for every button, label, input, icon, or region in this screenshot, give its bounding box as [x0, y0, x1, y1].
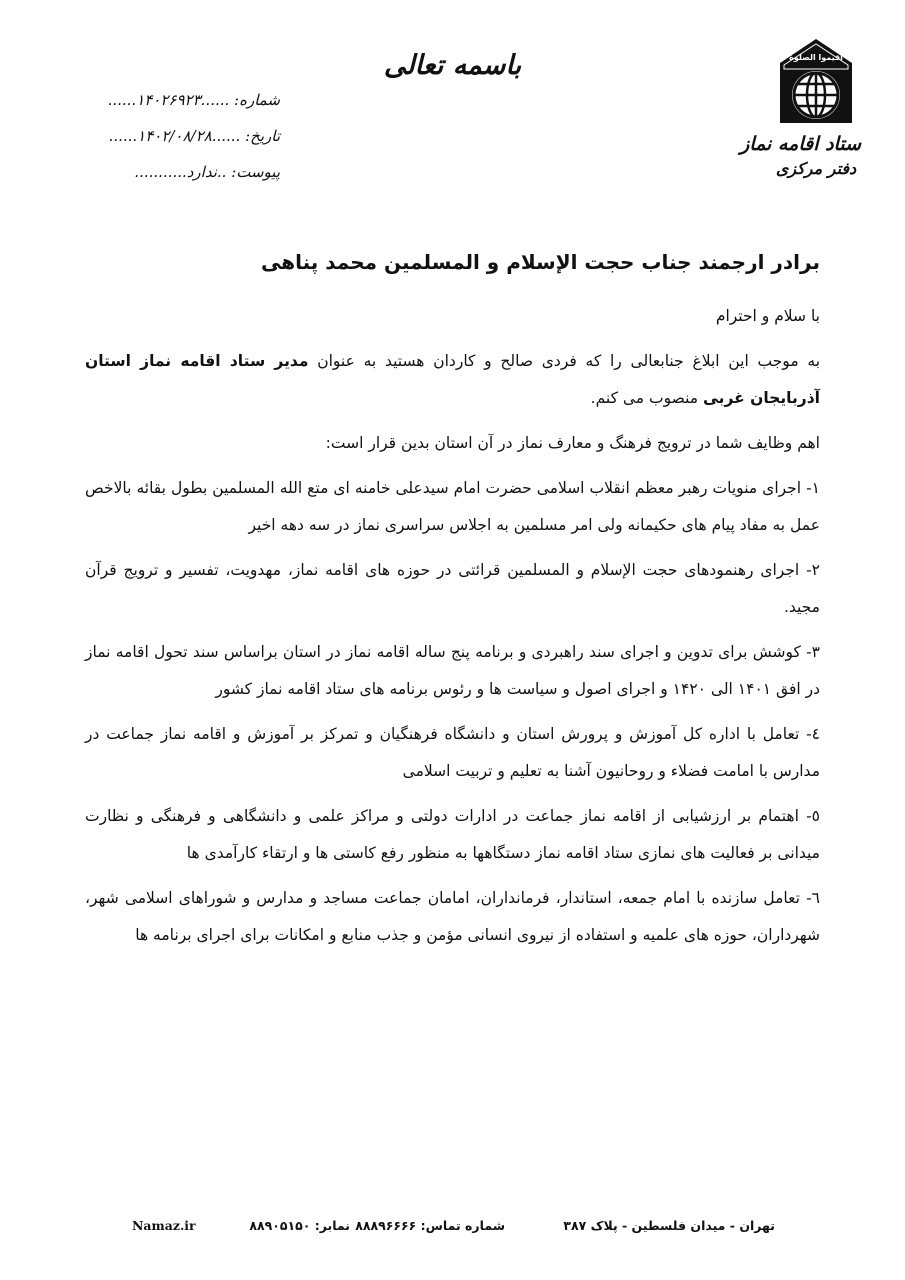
appointment-paragraph	[85, 343, 820, 417]
globe-logo-icon	[774, 35, 858, 127]
appointment-closing: منصوب می کنم.	[590, 389, 699, 407]
duty-item-4: ٤- تعامل با اداره کل آموزش و پرورش استان و دانشگاه فرهنگیان و تمرکز بر آموزش و اقامه نماز جماعت در مدارس با امامت فضلاء و روحانیون آشنا به تعلیم و تربیت اسلامی	[85, 725, 820, 780]
organization-logo-block	[740, 35, 861, 178]
duty-item-6: ٦- تعامل سازنده با امام جمعه، استاندار، فرمانداران، امامان جماعت مساجد و مدارس و شوراهای اسلامی شهر، شهرداران، حوزه های علمیه و استفاده از نیروی انسانی مؤمن و جذب منابع و امکانات برای اجرای برنامه ها	[85, 889, 820, 944]
appointment-text: به موجب این ابلاغ جنابعالی را که فردی صالح و کاردان هستید به عنوان	[317, 352, 821, 370]
footer-address: تهران - میدان فلسطین - پلاک ۳۸۷	[563, 1218, 775, 1233]
duty-item-2: ۲- اجرای رهنمودهای حجت الإسلام و المسلمین قرائتی در حوزه های اقامه نماز، مهدویت، تفسیر و ترویج قرآن مجید.	[85, 561, 820, 616]
letter-body	[85, 250, 820, 962]
footer-fax: نمابر: ۸۸۹۰۵۱۵۰	[249, 1218, 350, 1233]
footer-phone: شماره تماس: ۸۸۸۹۶۶۶۶	[355, 1218, 505, 1233]
duties-intro: اهم وظایف شما در ترویج فرهنگ و معارف نماز در آن استان بدین قرار است:	[325, 434, 820, 452]
letter-attachment: پیوست: ..ندارد...........	[134, 163, 280, 181]
logo-banner-text: اقیموا الصلوة	[789, 53, 843, 62]
letter-number: شماره: ......۱۴۰۲۶۹۲۳......	[107, 91, 280, 109]
footer-website: Namaz.ir	[132, 1218, 196, 1233]
appointment-title: مدیر ستاد اقامه نماز استان آذربایجان غربی	[85, 352, 820, 407]
bismillah-heading: باسمه تعالی	[383, 50, 522, 81]
greeting: با سلام و احترام	[715, 307, 820, 325]
duty-item-1: ۱- اجرای منویات رهبر معظم انقلاب اسلامی حضرت امام سیدعلی خامنه ای متع الله المسلمین بطول بقائه بالاخص عمل به مفاد پیام های حکیمانه ولی امر مسلمین به اجلاس سراسری نماز در سه دهه اخیر	[85, 479, 820, 534]
organization-office: دفتر مرکزی	[775, 159, 857, 178]
letter-meta	[40, 82, 280, 190]
letter-date: تاریخ: ......۱۴۰۲/۰۸/۲۸......	[108, 127, 280, 145]
letter-addressee: برادر ارجمند جناب حجت الإسلام و المسلمین محمد پناهی	[261, 250, 820, 274]
duty-item-3: ۳- کوشش برای تدوین و اجرای سند راهبردی و برنامه پنج ساله اقامه نماز در استان براساس سند تحول اقامه نماز در افق ۱۴۰۱ الی ۱۴۲۰ و اجرای اصول و سیاست ها و رئوس برنامه های ستاد اقامه نماز کشور	[85, 643, 820, 698]
organization-name: ستاد اقامه نماز	[740, 133, 861, 155]
duty-item-5: ٥- اهتمام بر ارزشیابی از اقامه نماز جماعت در ادارات دولتی و مراکز علمی و دانشگاهی و فرهنگی و نظارت میدانی بر فعالیت های نمازی ستاد اقامه نماز دستگاهها به منظور رفع کاستی ها و ارتقاء کارآمدی ها	[85, 807, 820, 862]
